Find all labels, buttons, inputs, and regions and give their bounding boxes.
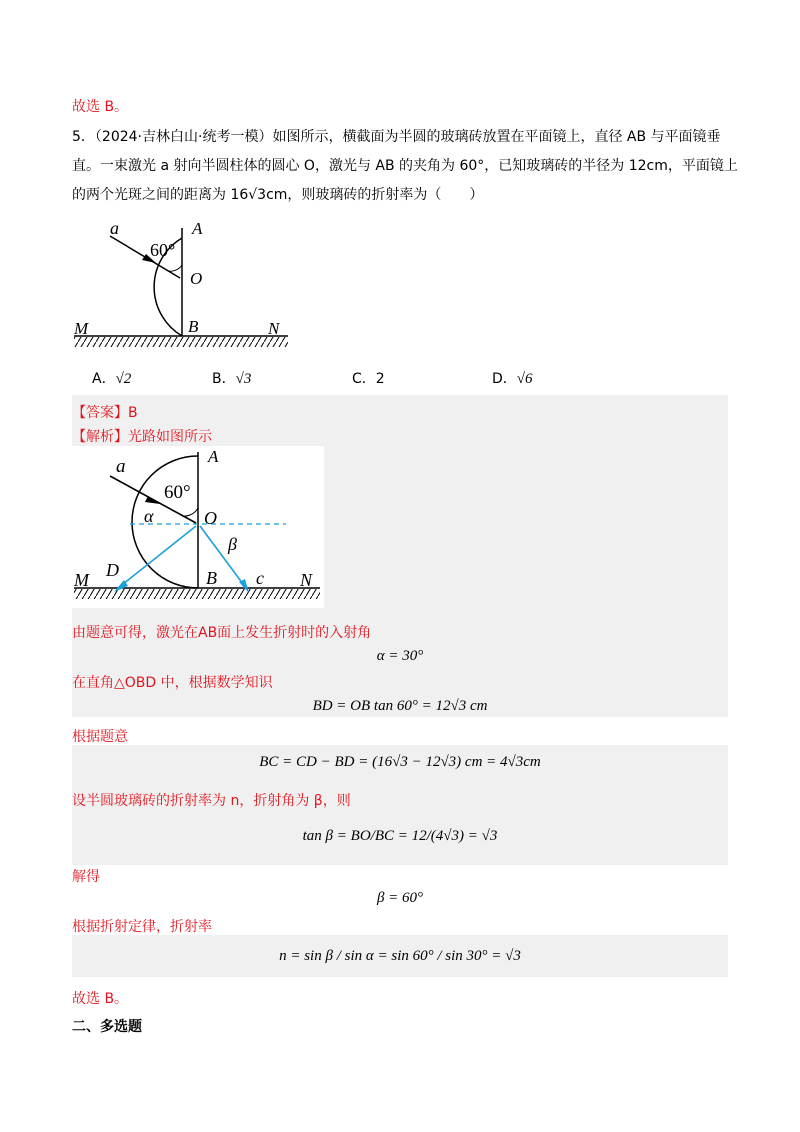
question-number: 5．: [72, 129, 95, 145]
mirror-hatching: [74, 589, 320, 599]
question-text-1: 如图所示，横截面为半圆的玻璃砖放置在平面镜上，直径 AB 与平面镜垂: [272, 129, 721, 145]
step-4-text: 设半圆玻璃砖的折射率为 n，折射角为 β，则: [72, 793, 351, 809]
answer-value: B: [128, 405, 138, 421]
analysis-tag: 【解析】: [72, 429, 128, 445]
option-b[interactable]: B．√3: [212, 371, 252, 387]
previous-conclusion: 故选 B。: [72, 99, 129, 115]
step-6-text: 根据折射定律，折射率: [72, 919, 212, 935]
label-N: N: [268, 319, 280, 338]
equation-4: tan β = BO/BC = 12/(4√3) = √3: [302, 828, 498, 844]
step-3-text: 根据题意: [72, 729, 128, 745]
angle-label: 60°: [150, 240, 176, 260]
angle-arc: [168, 265, 182, 271]
label-beta: β: [228, 534, 237, 554]
answer-tag: 【答案】: [72, 405, 128, 421]
label-B: B: [206, 568, 217, 588]
equation-6: n = sin β / sin α = sin 60° / sin 30° = √3: [279, 948, 521, 964]
answer-line: [72, 402, 138, 422]
label-a: a: [116, 456, 126, 477]
option-a[interactable]: A．√2: [92, 371, 132, 387]
section-heading: 二、多选题: [72, 1019, 142, 1035]
step-2-text: 在直角△OBD 中，根据数学知识: [72, 675, 273, 691]
equation-1: α = 30°: [376, 648, 424, 664]
label-A: A: [192, 219, 203, 238]
question-line-2: 直。一束激光 a 射向半圆柱体的圆心 O，激光与 AB 的夹角为 60°，已知玻璃砖的半径为 12cm，平面镜上: [72, 158, 738, 174]
step-1-text: 由题意可得，激光在AB面上发生折射时的入射角: [72, 625, 372, 641]
label-N: N: [300, 570, 313, 590]
angle-label: 60°: [164, 482, 191, 503]
option-d[interactable]: D．√6: [492, 371, 533, 387]
question-source: （2024·吉林白山·统考一模）: [94, 129, 273, 145]
question-line-3: 的两个光斑之间的距离为 16√3cm，则玻璃砖的折射率为（ ）: [72, 187, 484, 203]
option-c[interactable]: C．2: [352, 371, 385, 387]
label-a: a: [110, 218, 119, 238]
label-O: O: [190, 269, 203, 288]
label-B: B: [188, 317, 199, 336]
step-5-text: 解得: [72, 869, 100, 885]
label-A: A: [208, 447, 219, 466]
label-O: O: [204, 508, 217, 528]
equation-5: β = 60°: [376, 890, 424, 906]
equation-2: BD = OB tan 60° = 12√3 cm: [312, 698, 488, 714]
final-conclusion: 故选 B。: [72, 991, 129, 1007]
figure-1-diagram: [72, 212, 292, 354]
label-M: M: [74, 570, 89, 590]
label-c: c: [256, 568, 264, 588]
equation-3: BC = CD − BD = (16√3 − 12√3) cm = 4√3cm: [259, 754, 541, 770]
label-M: M: [74, 319, 89, 338]
label-D: D: [106, 560, 119, 580]
analysis-text: 光路如图所示: [128, 429, 212, 445]
analysis-line: [72, 426, 212, 446]
mirror-hatching: [74, 337, 288, 347]
label-alpha: α: [144, 506, 154, 526]
question-line-1: [72, 126, 721, 146]
figure-2-diagram: [72, 446, 324, 608]
